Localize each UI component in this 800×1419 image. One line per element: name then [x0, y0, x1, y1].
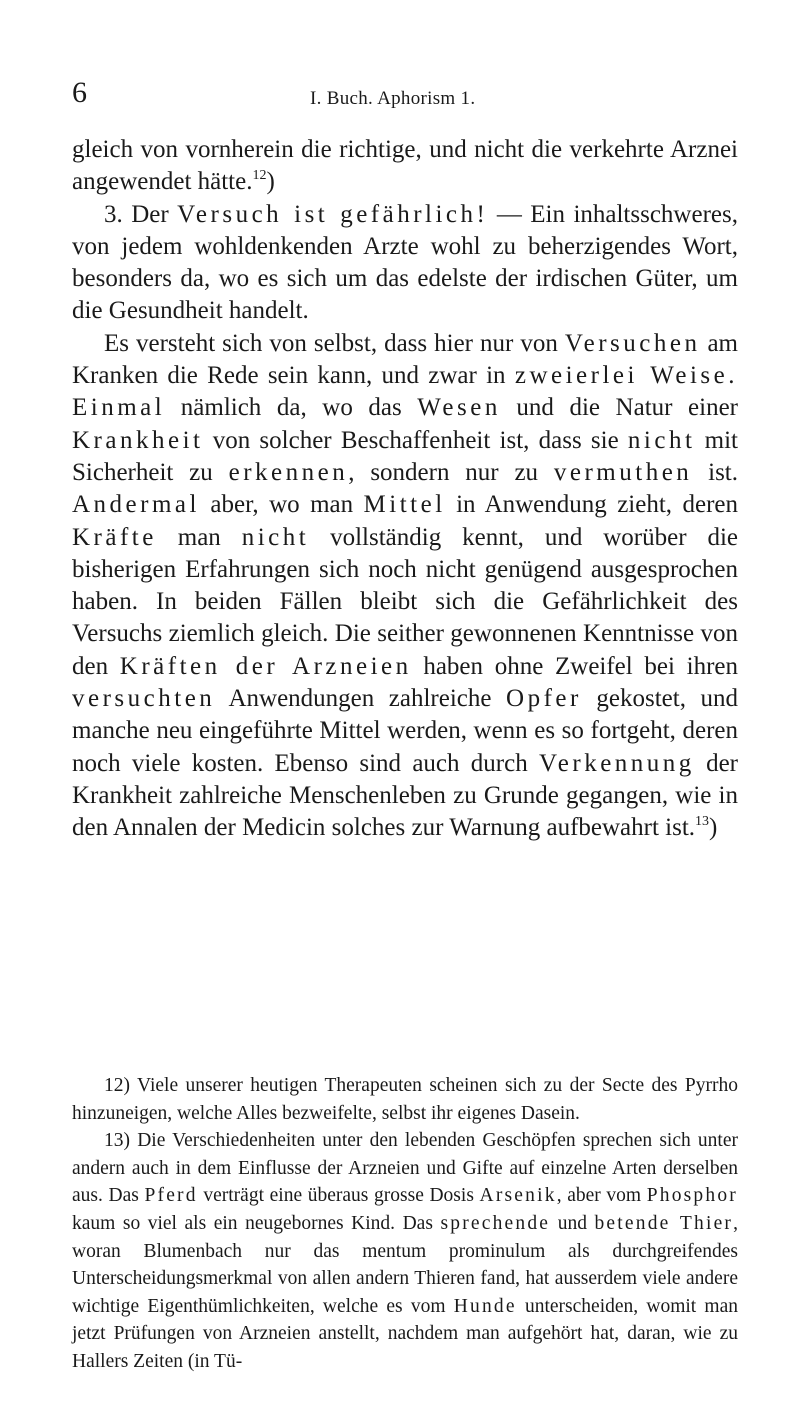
emphasis: Krankheit: [72, 426, 204, 454]
text-run: , woran Blumenbach nur das mentum prominulum als durchgreifendes Unterscheidungsmerkmal von allen andern Thieren fand, hat ausserdem viele andere wichtige Eigenthümlichkeiten, welche es vom: [72, 1212, 739, 1317]
emphasis: versuchten: [72, 685, 216, 713]
text-run: ist.: [692, 458, 738, 486]
footnote-12: 12) Viele unserer heutigen Therapeuten scheinen sich zu der Secte des Pyrrho hinzuneigen, welche Alles bezweifelte, selbst ihr eigenes Dasein.: [72, 1075, 738, 1124]
text-run: 3. Der: [104, 200, 178, 228]
text-run: gekostet, und manche neu eingeführte Mittel werden, wenn es so fortgeht, deren noch viele kosten. Ebenso sind auch durch: [72, 685, 738, 777]
text-run: , sondern nur zu: [348, 458, 554, 486]
text-run: kaum so viel als ein neugebornes Kind. Das: [72, 1212, 441, 1234]
paragraph-1: [72, 134, 738, 199]
emphasis: Mittel: [363, 491, 446, 519]
text-run: haben ohne Zweifel bei ihren: [411, 652, 738, 680]
paragraph-2: [72, 199, 738, 328]
emphasis: Pferd: [144, 1185, 198, 1207]
text-run: vollständig kennt, und worüber die bisherigen Erfahrungen sich noch nicht genügend ausgesprochen haben. In beiden Fällen bleibt sich die Gefährlichkeit des Versuchs ziemlich gleich. Die seither gewonnenen Kenntnisse von den: [72, 523, 738, 680]
emphasis: Arsenik: [479, 1185, 557, 1207]
text-run: und: [550, 1212, 595, 1234]
text-run: einer: [672, 394, 738, 422]
emphasis: Wesen: [417, 394, 501, 422]
emphasis: Phosphor: [646, 1185, 738, 1207]
emphasis: Versuch ist gefährlich!: [177, 200, 489, 228]
emphasis: Kräfte: [72, 523, 157, 551]
text-run: 13) Die Verschiedenheiten unter den lebenden Geschöpfen sprechen sich unter andern auch in dem Einflusse der Arzneien und Gifte auf einzelne Arten derselben aus. Das: [72, 1130, 738, 1207]
footnote-ref-13: 13: [695, 814, 710, 830]
emphasis: Opfer: [506, 685, 582, 713]
text-run: gleich von vornherein die richtige, und nicht die verkehrte Arznei angewendet hätte.: [72, 136, 738, 196]
text-run: verträgt eine überaus grosse Dosis: [197, 1185, 480, 1207]
emphasis: sprechende: [440, 1212, 551, 1234]
emphasis: nicht: [241, 523, 310, 551]
text-run: der Krankheit zahlreiche Menschenleben zu Grunde gegangen, wie in den Annalen der Medicin solches zur Warnung aufbewahrt ist.: [72, 749, 739, 842]
emphasis: betende Thier: [594, 1212, 734, 1234]
emphasis: zweierlei Weise. Einmal: [72, 362, 738, 422]
emphasis: Hunde: [453, 1295, 517, 1317]
text-run: in Anwendung zieht, deren: [445, 491, 738, 519]
paragraph-3: [72, 328, 738, 845]
emphasis: Verkennung: [539, 749, 695, 777]
emphasis: vermuthen: [553, 458, 693, 486]
main-text: [72, 134, 738, 845]
text-run: mit Sicherheit zu: [72, 426, 738, 486]
footnote-13: [72, 1127, 738, 1375]
emphasis: Kräften der Arzneien: [119, 652, 412, 680]
page-number: 6: [72, 76, 87, 109]
text-run: und die: [500, 394, 616, 422]
emphasis: nicht: [627, 426, 696, 454]
emphasis: Andermal: [72, 491, 200, 519]
text-run: man: [156, 523, 242, 551]
emphasis: Versuchen: [564, 329, 701, 357]
text-run: Es versteht sich von selbst, dass hier nur von: [104, 329, 565, 357]
text-run: ): [709, 814, 718, 842]
footnote-ref-12: 12: [252, 168, 267, 184]
running-head: I. Buch. Aphorism 1.: [310, 88, 476, 109]
text-run: , aber vom: [556, 1185, 647, 1207]
text-run: ): [266, 168, 275, 196]
text-run: am Kranken die Rede sein kann, und zwar in: [72, 329, 738, 390]
text-run: nämlich da, wo das: [165, 394, 418, 422]
emphasis: erkennen: [228, 458, 349, 486]
text-run: von solcher Beschaffenheit ist, dass sie: [203, 426, 628, 454]
text-run: unterscheiden, womit man jetzt Prüfungen von Arzneien anstellt, nachdem man aufgehört hat, daran, wie zu Hallers Zeiten (in Tü-: [72, 1295, 739, 1372]
emphasis: Natur: [615, 394, 673, 422]
text-run: Anwendungen zahlreiche: [215, 685, 507, 713]
footnotes: [72, 1072, 738, 1376]
text-run: aber, wo man: [199, 491, 364, 519]
text-run: — Ein inhaltsschweres, von jedem wohldenkenden Arzte wohl zu beherzigendes Wort, besonders da, wo es sich um das edelste der irdischen Güter, um die Gesundheit handelt.: [72, 200, 738, 325]
page-header: [72, 76, 740, 120]
